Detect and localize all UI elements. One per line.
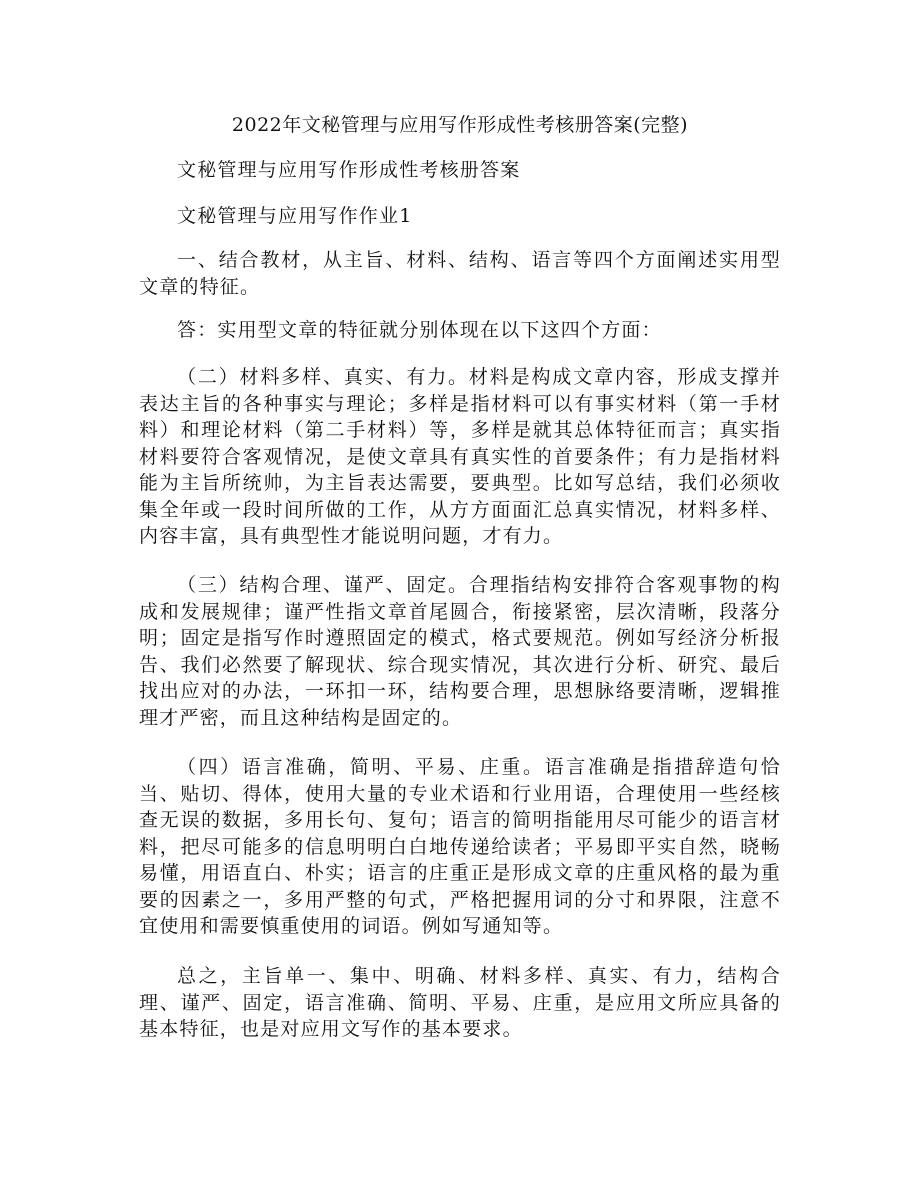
- paragraph-language: （四）语言准确，简明、平易、庄重。语言准确是指措辞造句恰当、贴切、得体，使用大量的专业术语和行业用语，合理使用一些经核查无误的数据，多用长句、复句；语言的简明指能用尽可能少的语言材料，把尽可能多的信息明明白白地传递给读者；平易即平实自然，晓畅易懂，用语直白、朴实；语言的庄重正是形成文章的庄重风格的最为重要的因素之一，多用严整的句式，严格把握用词的分寸和界限，注意不宜使用和需要慎重使用的词语。例如写通知等。: [139, 756, 781, 937]
- paragraph-material: （二）材料多样、真实、有力。材料是构成文章内容，形成支撑并表达主旨的各种事实与理论；多样是指材料可以有事实材料（第一手材料）和理论材料（第二手材料）等，多样是就其总体特征而言；真实指材料要符合客观情况，是使文章具有真实性的首要条件；有力是指材料能为主旨所统帅，为主旨表达需要，要典型。比如写总结，我们必须收集全年或一段时间所做的工作，从方方面面汇总真实情况，材料多样、内容丰富，具有典型性才能说明问题，才有力。: [139, 366, 781, 547]
- document-subtitle: 文秘管理与应用写作形成性考核册答案: [177, 159, 521, 181]
- section-heading: 文秘管理与应用写作作业1: [177, 205, 413, 227]
- answer-intro: 答：实用型文章的特征就分别体现在以下这四个方面：: [177, 319, 662, 341]
- summary-paragraph: 总之，主旨单一、集中、明确、材料多样、真实、有力，结构合理、谨严、固定，语言准确、简明、平易、庄重，是应用文所应具备的基本特征，也是对应用文写作的基本要求。: [139, 965, 781, 1040]
- paragraph-structure: （三）结构合理、谨严、固定。合理指结构安排符合客观事物的构成和发展规律；谨严性指文章首尾圆合，衔接紧密，层次清晰，段落分明；固定是指写作时遵照固定的模式，格式要规范。例如写经济分析报告、我们必然要了解现状、综合现实情况，其次进行分析、研究、最后找出应对的办法，一环扣一环，结构要合理，思想脉络要清晰，逻辑推理才严密，而且这种结构是固定的。: [139, 574, 781, 729]
- document-title: 2022年文秘管理与应用写作形成性考核册答案(完整): [231, 114, 689, 136]
- question-paragraph: 一、结合教材，从主旨、材料、结构、语言等四个方面阐述实用型文章的特征。: [139, 249, 781, 298]
